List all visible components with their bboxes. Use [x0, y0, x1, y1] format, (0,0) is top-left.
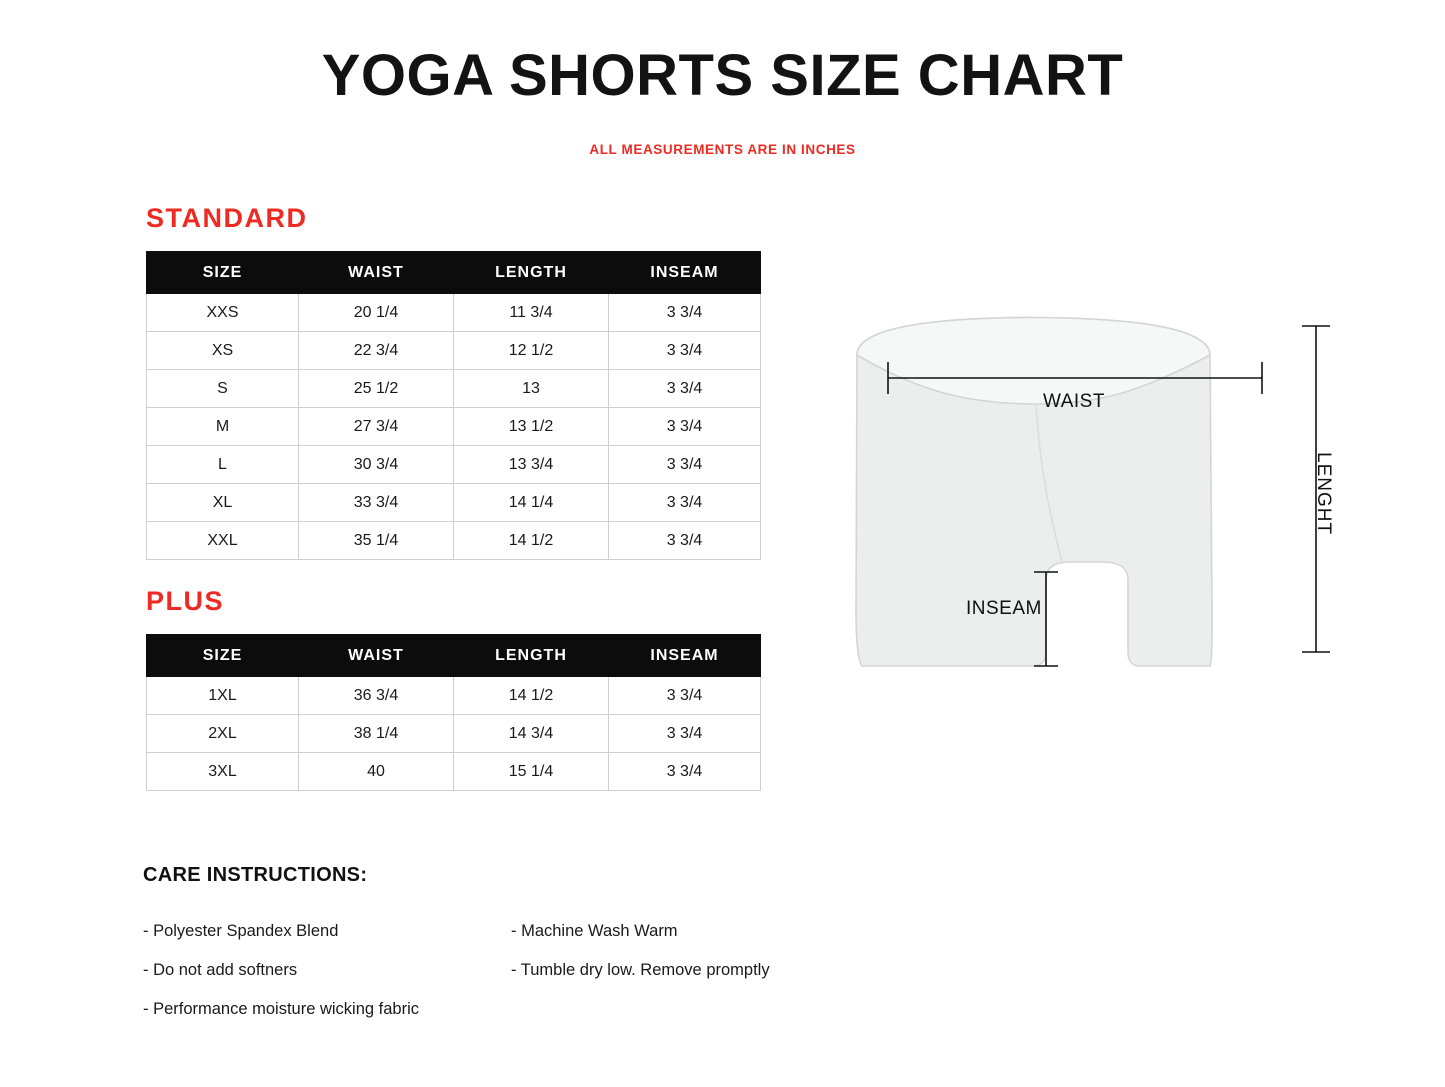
- cell-inseam: 3 3/4: [609, 332, 761, 370]
- cell-length: 12 1/2: [454, 332, 609, 370]
- cell-waist: 35 1/4: [299, 522, 454, 560]
- cell-waist: 20 1/4: [299, 294, 454, 332]
- cell-waist: 36 3/4: [299, 677, 454, 715]
- cell-size: 2XL: [147, 715, 299, 753]
- cell-inseam: 3 3/4: [609, 370, 761, 408]
- cell-length: 13 3/4: [454, 446, 609, 484]
- cell-inseam: 3 3/4: [609, 677, 761, 715]
- column-header-size: SIZE: [147, 252, 299, 294]
- cell-length: 14 3/4: [454, 715, 609, 753]
- column-header-inseam: INSEAM: [609, 252, 761, 294]
- table-row: [147, 294, 761, 332]
- standard-section-heading: STANDARD: [146, 203, 308, 233]
- cell-size: 3XL: [147, 753, 299, 791]
- cell-inseam: 3 3/4: [609, 484, 761, 522]
- table-row: [147, 677, 761, 715]
- cell-size: 1XL: [147, 677, 299, 715]
- waist-measurement-label: WAIST: [1043, 391, 1105, 412]
- care-instructions-right-column: [511, 912, 770, 990]
- cell-size: XXL: [147, 522, 299, 560]
- length-measurement-label: LENGHT: [1313, 452, 1334, 536]
- cell-waist: 38 1/4: [299, 715, 454, 753]
- cell-size: XL: [147, 484, 299, 522]
- table-row: [147, 446, 761, 484]
- column-header-waist: WAIST: [299, 252, 454, 294]
- cell-length: 14 1/2: [454, 522, 609, 560]
- column-header-length: LENGTH: [454, 635, 609, 677]
- cell-length: 14 1/2: [454, 677, 609, 715]
- page-title: YOGA SHORTS SIZE CHART: [321, 43, 1124, 108]
- plus-size-table: [146, 634, 761, 791]
- cell-inseam: 3 3/4: [609, 408, 761, 446]
- cell-waist: 33 3/4: [299, 484, 454, 522]
- cell-waist: 22 3/4: [299, 332, 454, 370]
- cell-waist: 40: [299, 753, 454, 791]
- care-item: - Polyester Spandex Blend: [143, 922, 339, 940]
- care-item: - Tumble dry low. Remove promptly: [511, 961, 770, 979]
- cell-length: 13: [454, 370, 609, 408]
- care-instructions-left-column: [143, 912, 419, 1029]
- table-row: [147, 753, 761, 791]
- table-header-row: [147, 635, 761, 677]
- cell-length: 14 1/4: [454, 484, 609, 522]
- cell-length: 11 3/4: [454, 294, 609, 332]
- table-row: [147, 715, 761, 753]
- care-item: - Performance moisture wicking fabric: [143, 1000, 420, 1018]
- cell-waist: 27 3/4: [299, 408, 454, 446]
- column-header-inseam: INSEAM: [609, 635, 761, 677]
- care-instructions-title: CARE INSTRUCTIONS:: [143, 864, 368, 886]
- cell-length: 15 1/4: [454, 753, 609, 791]
- yoga-shorts-illustration: [840, 300, 1370, 700]
- cell-size: XS: [147, 332, 299, 370]
- cell-inseam: 3 3/4: [609, 715, 761, 753]
- cell-waist: 30 3/4: [299, 446, 454, 484]
- cell-size: M: [147, 408, 299, 446]
- care-item: - Do not add softners: [143, 961, 298, 979]
- table-row: [147, 484, 761, 522]
- cell-size: L: [147, 446, 299, 484]
- plus-section-heading: PLUS: [146, 586, 225, 616]
- column-header-waist: WAIST: [299, 635, 454, 677]
- care-item: - Machine Wash Warm: [511, 922, 678, 940]
- table-row: [147, 370, 761, 408]
- table-row: [147, 408, 761, 446]
- cell-inseam: 3 3/4: [609, 753, 761, 791]
- measurement-units-note: ALL MEASUREMENTS ARE IN INCHES: [589, 142, 856, 157]
- column-header-length: LENGTH: [454, 252, 609, 294]
- cell-size: S: [147, 370, 299, 408]
- cell-inseam: 3 3/4: [609, 522, 761, 560]
- cell-length: 13 1/2: [454, 408, 609, 446]
- column-header-size: SIZE: [147, 635, 299, 677]
- standard-size-table: [146, 251, 761, 560]
- table-header-row: [147, 252, 761, 294]
- cell-size: XXS: [147, 294, 299, 332]
- cell-inseam: 3 3/4: [609, 446, 761, 484]
- cell-inseam: 3 3/4: [609, 294, 761, 332]
- table-row: [147, 522, 761, 560]
- cell-waist: 25 1/2: [299, 370, 454, 408]
- inseam-measurement-label: INSEAM: [966, 598, 1042, 619]
- table-row: [147, 332, 761, 370]
